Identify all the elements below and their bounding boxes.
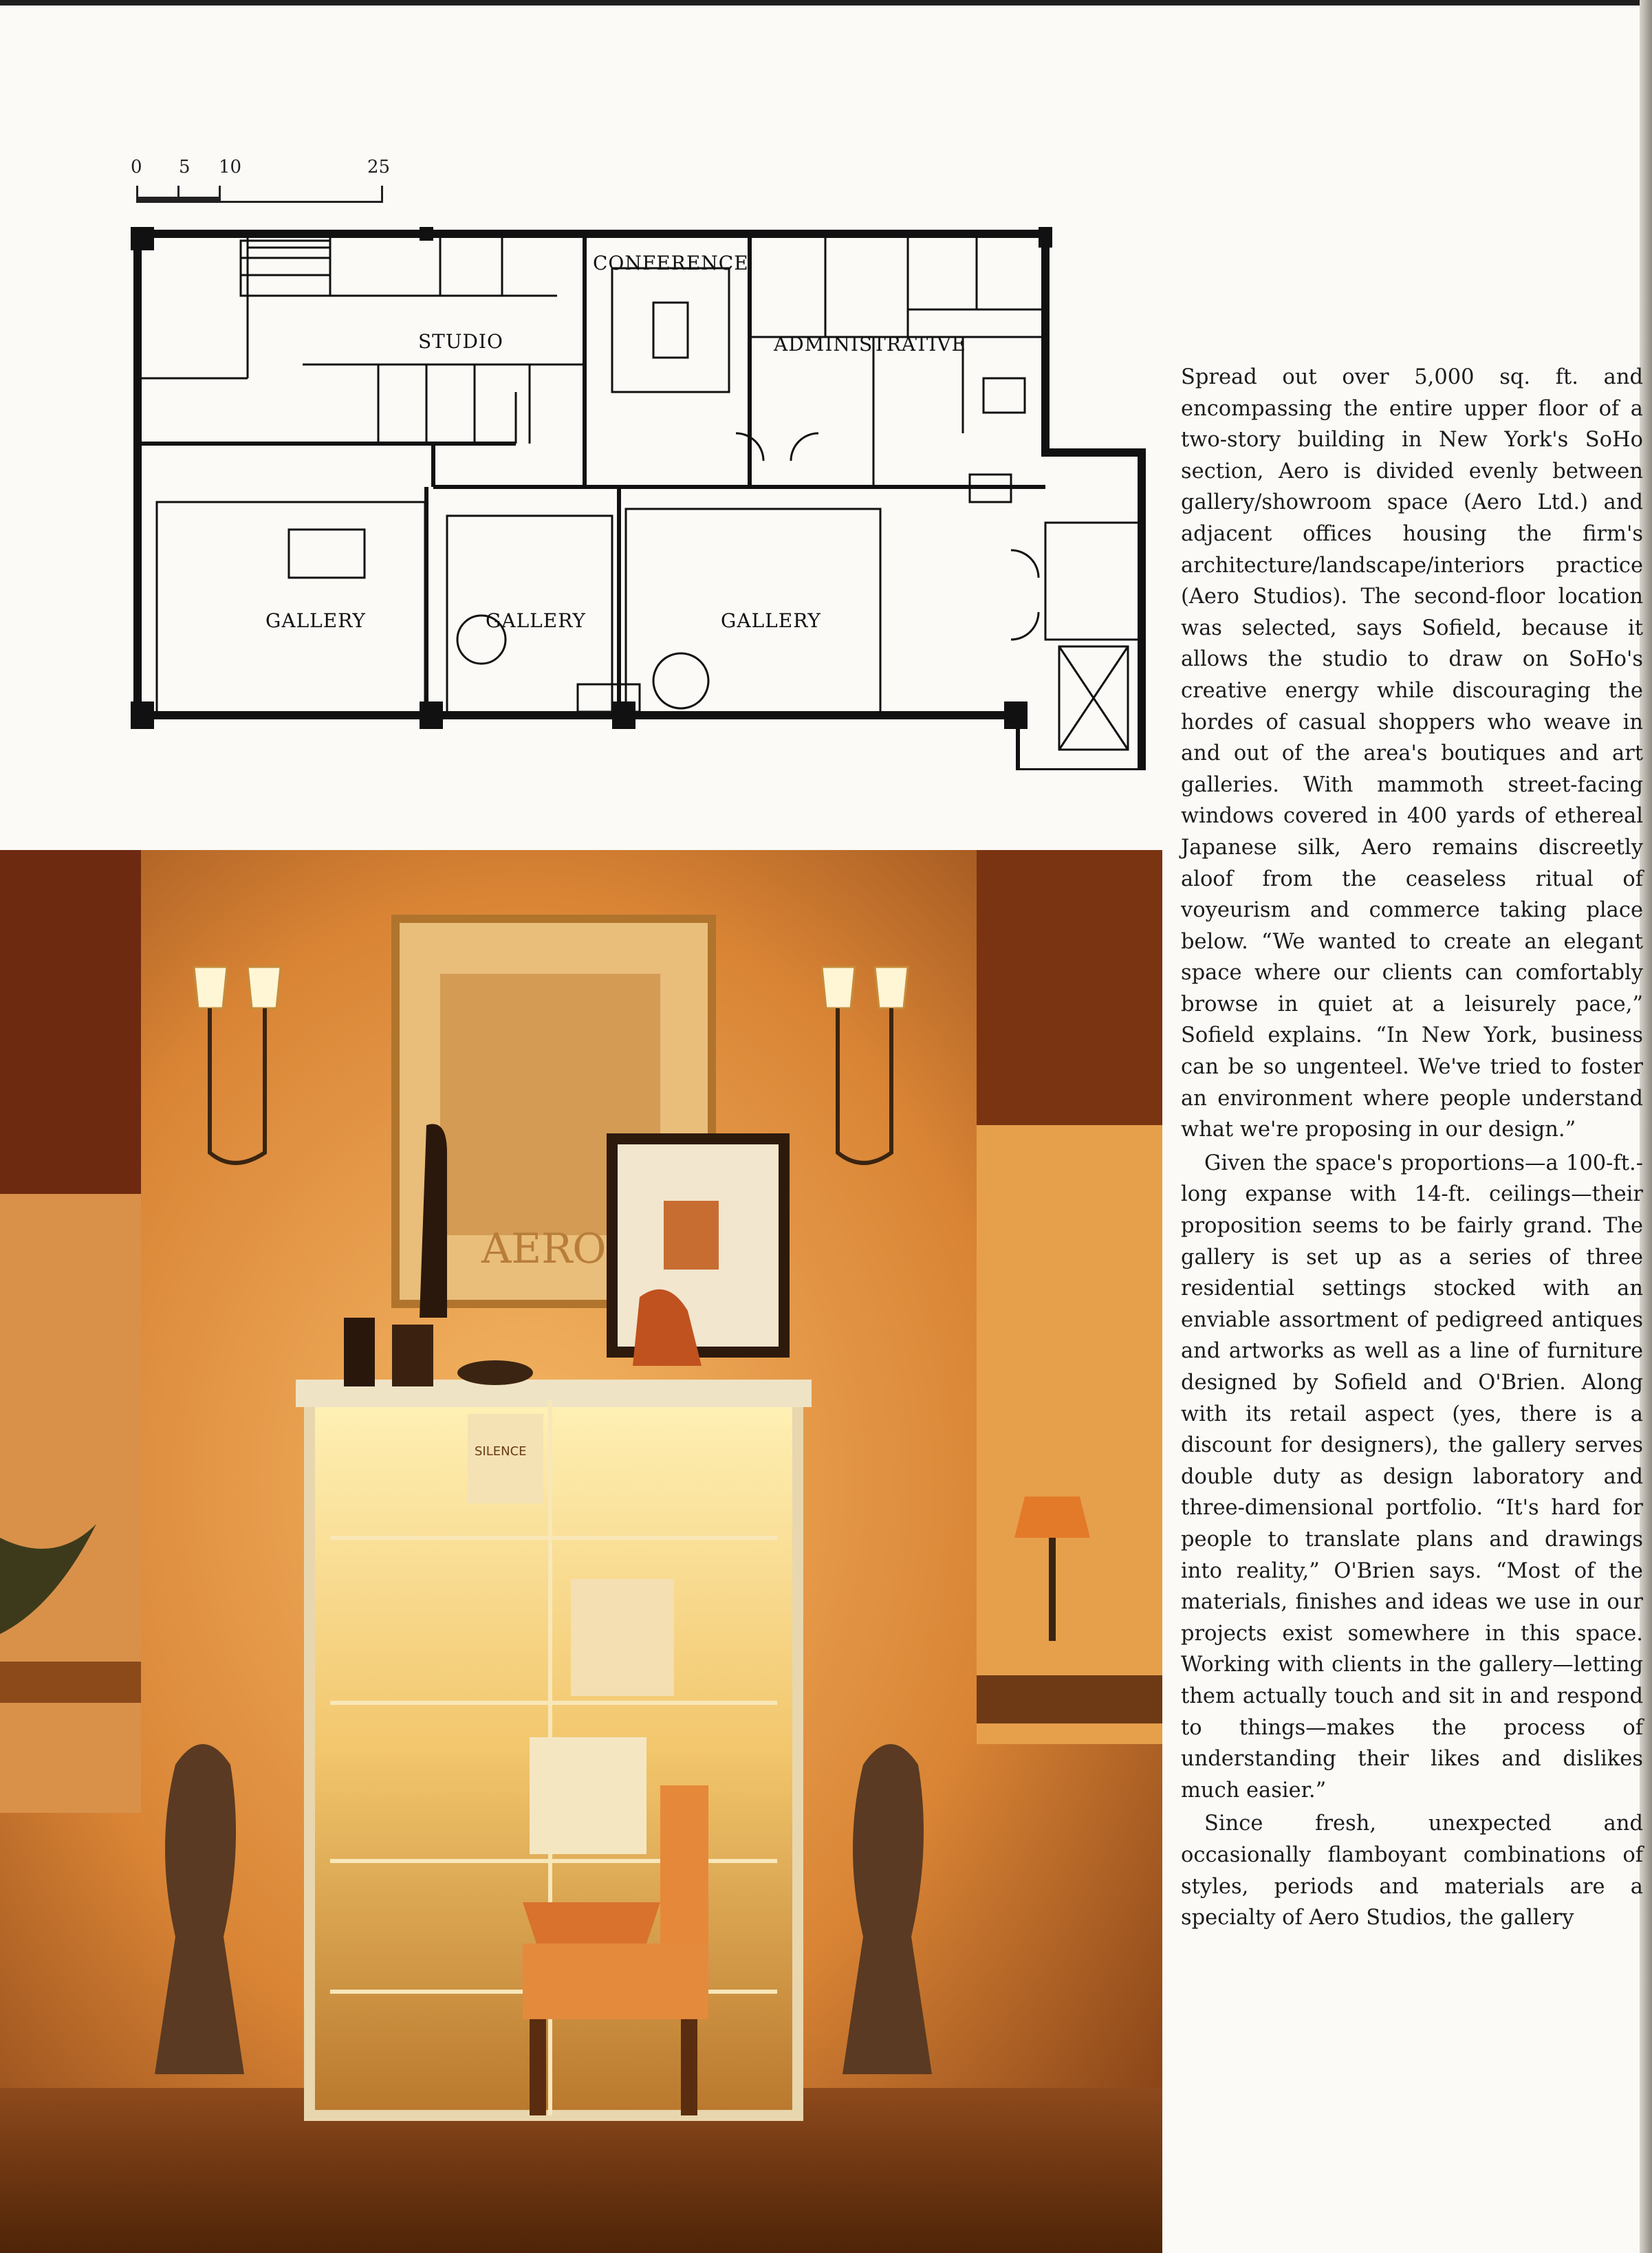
floor-plan	[131, 227, 1149, 770]
top-rule	[0, 0, 1652, 6]
room-label-gallery-right: GALLERY	[721, 609, 821, 632]
article-paragraph-3: Since fresh, unexpected and occasionally flamboyant combinations of styles, periods and materials are a specialty of Aero Studios, the gallery	[1181, 1811, 1643, 1930]
card-text: SILENCE	[475, 1444, 527, 1459]
scale-label-25: 25	[367, 157, 391, 177]
room-label-studio: STUDIO	[418, 330, 503, 353]
floor-plan-drawing	[131, 227, 1149, 770]
scale-label-5: 5	[179, 157, 191, 177]
scale-label-0: 0	[131, 157, 142, 177]
room-label-administrative: ADMINISTRATIVE	[774, 333, 966, 356]
scale-bar-fill	[136, 197, 219, 202]
article-paragraph-1: Spread out over 5,000 sq. ft. and encompassing the entire upper floor of a two-story building in New York's SoHo section, Aero is divided evenly between gallery/showroom space (Aero Ltd.) and adjacent offices housing the firm's architecture/landscape/interiors practice (Aero Studios). The second-floor location was selected, says Sofield, because it allows the studio to draw on SoHo's creative energy while discouraging the hordes of casual shoppers who weave in and out of the area's boutiques and art galleries. With mammoth street-facing windows covered in 400 yards of ethereal Japanese silk, Aero remains discreetly aloof from the ceaseless ritual of voyeurism and commerce taking place below. “We wanted to create an elegant space where our clients can comfortably browse in quiet at a leisurely pace,” Sofield explains. “In New York, business can be so ungenteel. We've tried to foster an environment where people understand what we're proposing in our design.”	[1181, 365, 1643, 1142]
scale-label-10: 10	[219, 157, 242, 177]
room-label-gallery-center: GALLERY	[486, 609, 586, 632]
article-body	[1181, 362, 1643, 1936]
gallery-photo-illustration	[0, 850, 1162, 2253]
poster-text: AERO	[481, 1225, 607, 1273]
gallery-photo	[0, 850, 1162, 2253]
article-paragraph-2: Given the space's proportions—a 100-ft.-long expanse with 14-ft. ceilings—their proposition seems to be fairly grand. The gallery is set up as a series of three residential settings stocked with an enviable assortment of pedigreed antiques and artworks as well as a line of furniture designed by Sofield and O'Brien. Along with its retail aspect (yes, there is a discount for designers), the gallery serves double duty as design laboratory and three-dimensional portfolio. “It's hard for people to translate plans and drawings into reality,” O'Brien says. “Most of the materials, finishes and ideas we use in our projects exist somewhere in this space. Working with clients in the gallery—letting them actually touch and sit in and respond to things—makes the process of understanding their likes and dislikes much easier.”	[1181, 1151, 1643, 1803]
room-label-gallery-left: GALLERY	[265, 609, 366, 632]
room-label-conference: CONFERENCE	[593, 252, 749, 274]
scale-bar	[131, 157, 392, 212]
